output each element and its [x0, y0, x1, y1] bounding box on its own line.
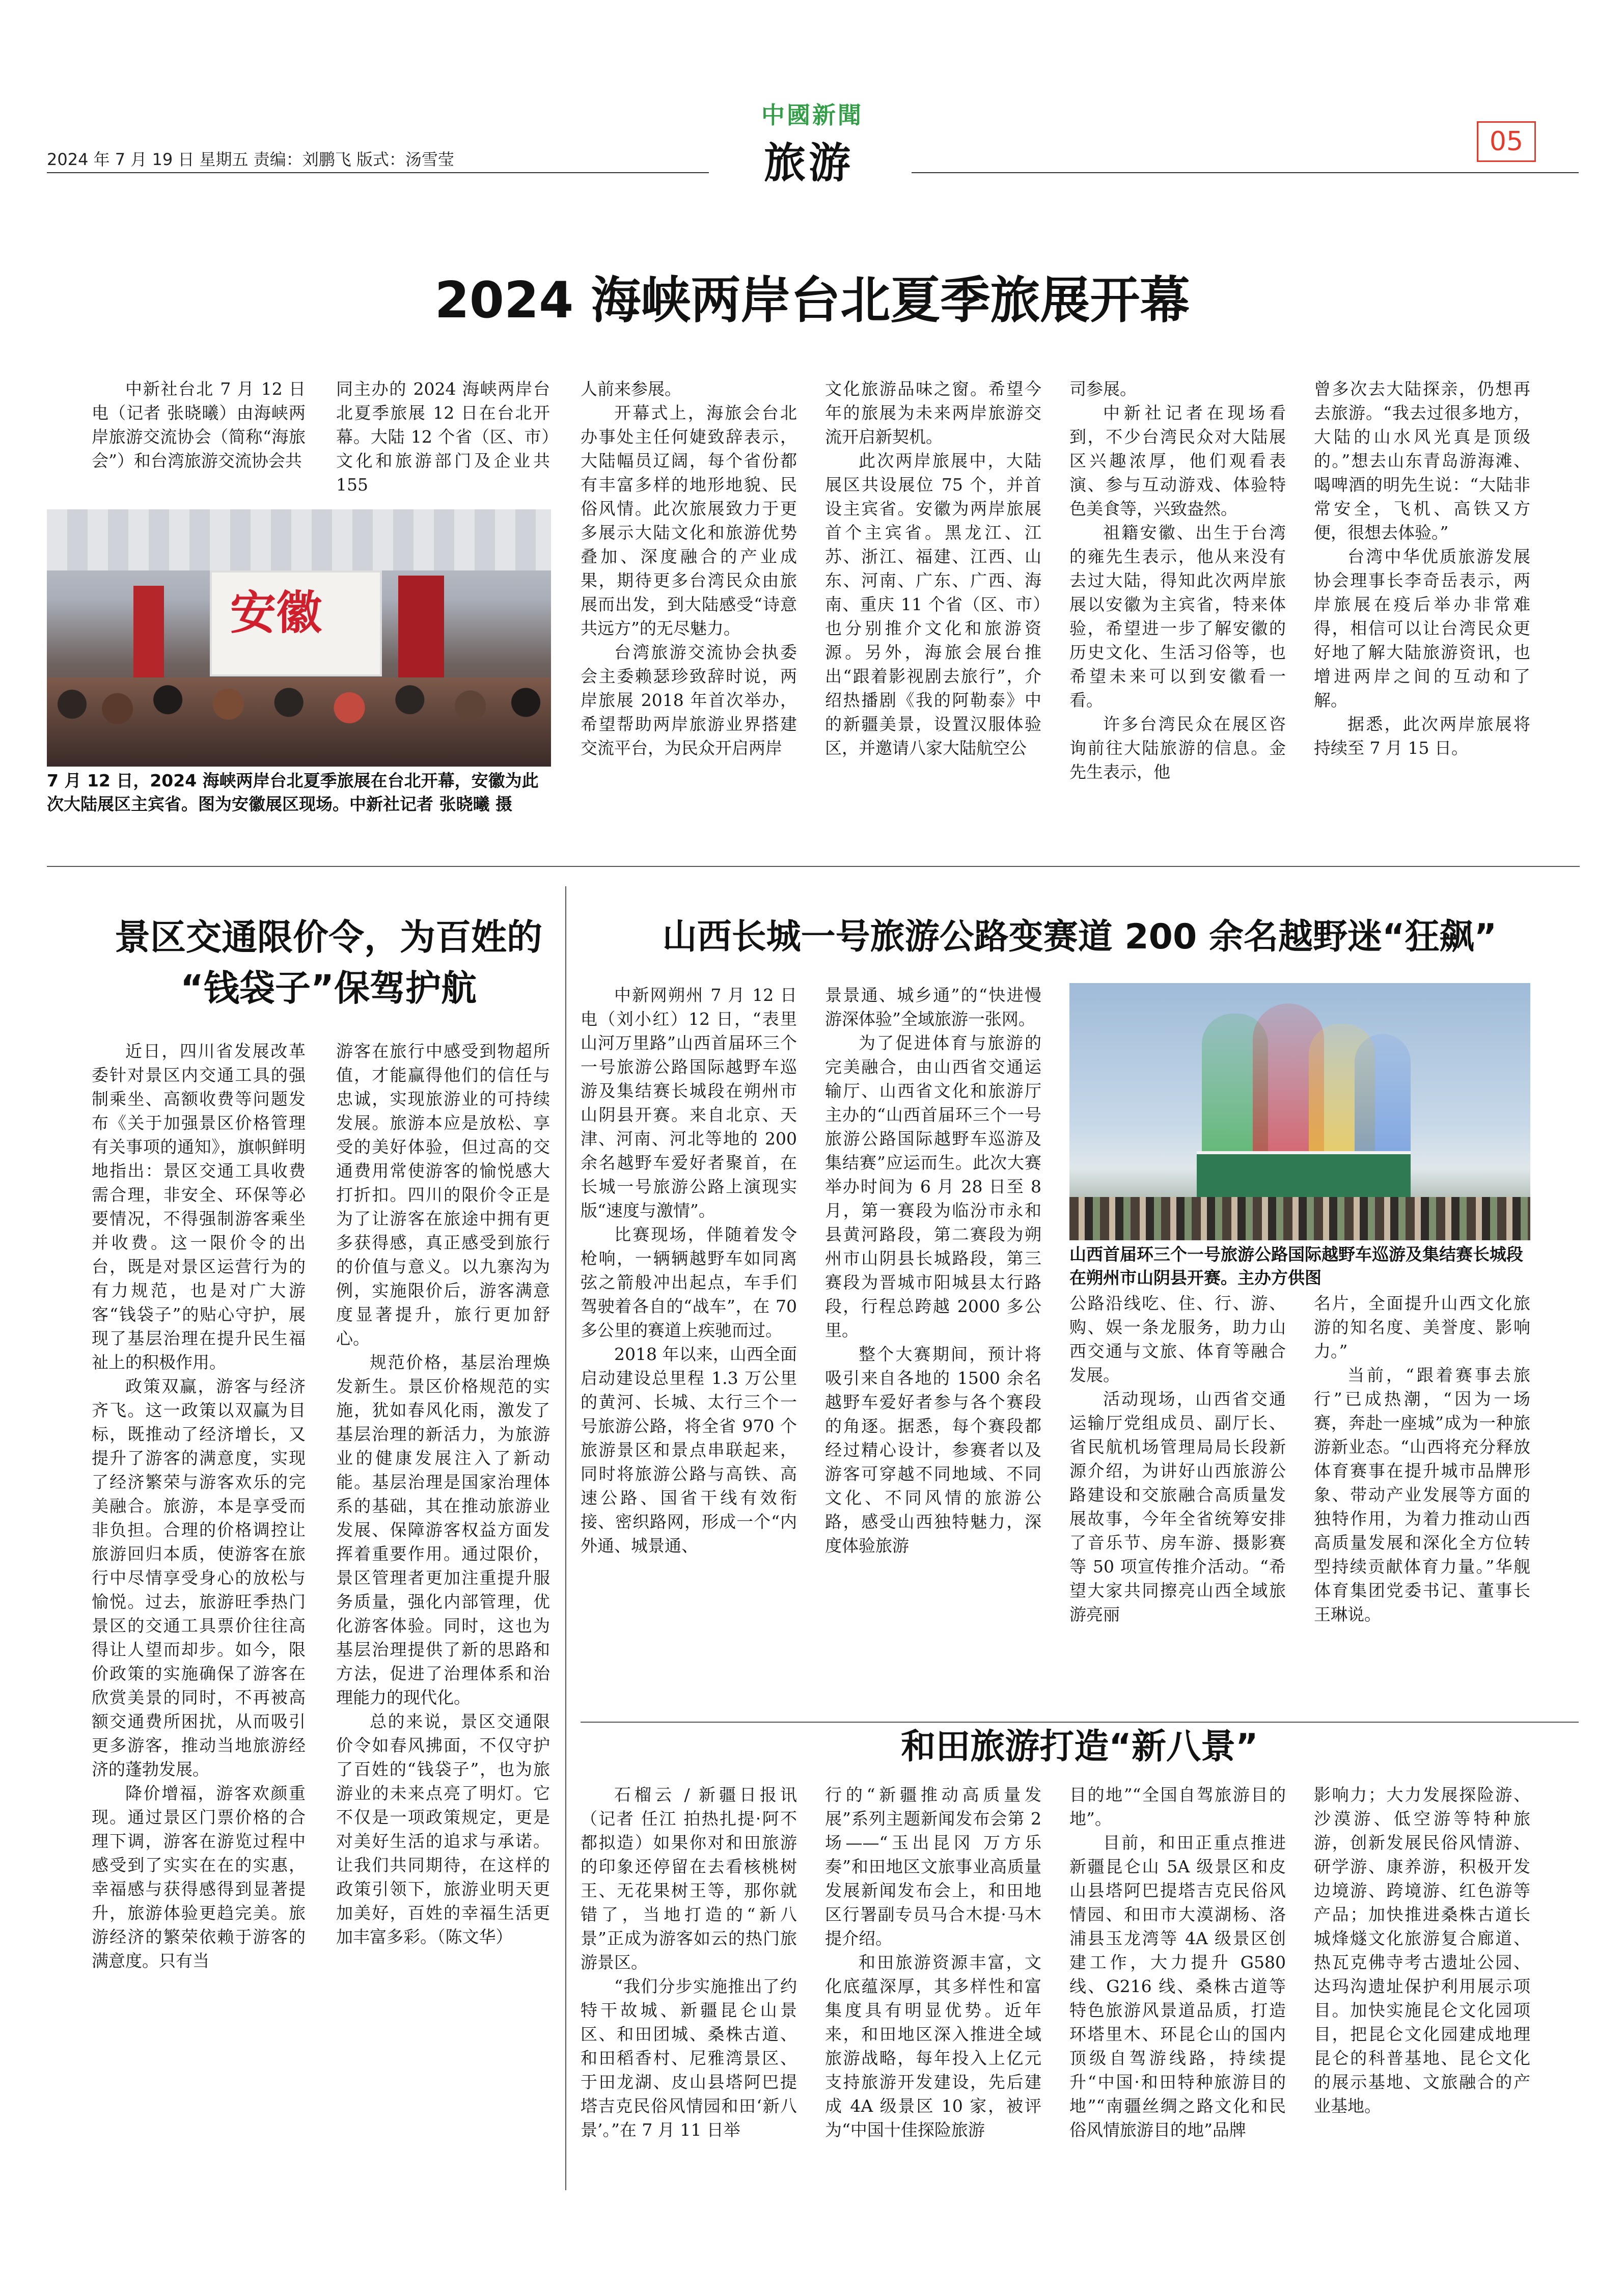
- article2-col2: 游客在旅行中感受到物超所值，才能赢得他们的信任与忠诚，实现旅游业的可持续发展。旅游本应是放松、享受的美好体验，但过高的交通费用常使游客的愉悦感大打折扣。四川的限价令正是为了让游客在旅途中拥有更多获得感，真正感受到旅行的价值与意义。以九寨沟为例，实施限价后，游客满意度显著提升，旅行更加舒心。 规范价格，基层治理焕发新生。景区价格规范的实施，犹如春风化雨，激发了基层治理的新活力，为旅游业的健康发展注入了新动能。基层治理是国家治理体系的基础，其在推动旅游业发展、保障游客权益方面发挥着重要作用。通过限价，景区管理者更加注重提升服务质量，强化内部管理，优化游客体验。同时，这也为基层治理提供了新的思路和方法，促进了治理体系和治理能力的现代化。 总的来说，景区交通限价令如春风拂面，不仅守护了百姓的“钱袋子”，也为旅游业的未来点亮了明灯。它不仅是一项政策规定，更是对美好生活的追求与承诺。让我们共同期待，在这样的政策引领下，旅游业明天更加美好，百姓的幸福生活更加丰富多彩。（陈文华）: [336, 1041, 550, 1947]
- section-divider-lower: [581, 1722, 1579, 1723]
- article1-col4: 文化旅游品味之窗。希望今年的旅展为未来两岸旅游交流开启新契机。 此次两岸旅展中，大陆展区共设展位 75 个，并首设主宾省。安徽为两岸旅展首个主宾省。黑龙江、江苏、浙江、福建、江西、山东、河南、广东、广西、海南、重庆 11 个省（区、市）也分别推介文化和旅游资源。另外，海旅会展台推出“跟着影视剧去旅行”，介绍热播剧《我的阿勒泰》中的新疆美景，设置汉服体验区，并邀请八家大陆航空公: [825, 379, 1041, 758]
- article1-photo: [47, 509, 551, 767]
- column-divider-vertical: [565, 886, 566, 2190]
- article4-col2: 行的“新疆推动高质量发展”系列主题新闻发布会第 2 场——“玉出昆冈 万方乐奏”和田地区文旅事业高质量发展新闻发布会上，和田地区行署副专员马合木提·马木提介绍。 和田旅游资源丰富，文化底蕴深厚，其多样性和富集度具有明显优势。近年来，和田地区深入推进全域旅游战略，每年投入上亿元支持旅游开发建设，先后建成 4A 级景区 10 家，被评为“中国十佳探险旅游: [825, 1785, 1041, 2140]
- article3-headline: 山西长城一号旅游公路变赛道 200 余名越野迷“狂飙”: [662, 917, 1497, 957]
- masthead-logo: 中國新聞: [761, 101, 863, 129]
- masthead-dateline: 2024 年 7 月 19 日 星期五 责编：刘鹏飞 版式：汤雪莹: [47, 150, 454, 169]
- article4-col4: 影响力；大力发展探险游、沙漠游、低空游等特种旅游，创新发展民俗风情游、研学游、康养游，积极开发边境游、跨境游、红色游等产品；加快推进桑株古道长城烽燧文化旅游复合廊道、热瓦克佛寺考古遗址公园、达玛沟遗址保护利用展示项目。加快实施昆仑文化园项目，把昆仑文化园建成地理昆仑的科普基地、昆仑文化的展示基地、文旅融合的产业基地。: [1314, 1785, 1530, 2116]
- article4-col3: 目的地”“全国自驾旅游目的地”。 目前，和田正重点推进新疆昆仑山 5A 级景区和皮山县塔阿巴提塔吉克民俗风情园、和田市大漠湖杨、洛浦县玉龙湾等 4A 级景区创建工作，大力提升 G580 线、G216 线、桑株古道等特色旅游风景道品质，打造环塔里木、环昆仑山的国内顶级自驾游线路，持续提升“中国·和田特种旅游目的地”“南疆丝绸之路文化和民俗风情旅游目的地”品牌: [1069, 1785, 1286, 2140]
- photo-booth-sign: 安徽: [230, 586, 322, 640]
- article3-photo: [1069, 983, 1530, 1240]
- article1-col3: 人前来参展。 开幕式上，海旅会台北办事处主任何婕致辞表示，大陆幅员辽阔，每个省份都有丰富多样的地形地貌、民俗风情。此次旅展致力于更多展示大陆文化和旅游优势叠加、深度融合的产业成果，期待更多台湾民众由旅展而出发，到大陆感受“诗意共远方”的无尽魅力。 台湾旅游交流协会执委会主委赖瑟珍致辞时说，两岸旅展 2018 年首次举办，希望帮助两岸旅游业界搭建交流平台，为民众开启两岸: [581, 379, 797, 758]
- photo-stage: [1197, 1151, 1411, 1200]
- article1-photo-caption: 7 月 12 日，2024 海峡两岸台北夏季旅展在台北开幕，安徽为此次大陆展区主宾省。图为安徽展区现场。中新社记者 张晓曦 摄: [47, 771, 539, 814]
- article1-col2: 同主办的 2024 海峡两岸台北夏季旅展 12 日在台北开幕。大陆 12 个省（区、市）文化和旅游部门及企业共 155: [336, 379, 550, 495]
- section-divider-top: [47, 866, 1580, 867]
- page-number-box: [1477, 121, 1536, 162]
- masthead-section-title: 旅游: [764, 139, 854, 187]
- article3-col4: 名片，全面提升山西文化旅游的知名度、美誉度、影响力。” 当前，“跟着赛事去旅行”已成热潮，“因为一场赛，奔赴一座城”成为一种旅游新业态。“山西将充分释放体育赛事在提升城市品牌形象、带动产业发展等方面的独特作用，为着力推动山西高质量发展和深化全方位转型持续贡献体育力量。”华舰体育集团党委书记、董事长王琳说。: [1314, 1293, 1530, 1624]
- article3-col1: 中新网朔州 7 月 12 日电（刘小红）12 日，“表里山河万里路”山西首届环三个一号旅游公路国际越野车巡游及集结赛长城段在朔州市山阴县开赛。来自北京、天津、河南、河北等地的 200 余名越野车爱好者聚首，在长城一号旅游公路上演现实版“速度与激情”。 比赛现场，伴随着发令枪响，一辆辆越野车如同离弦之箭般冲出起点，车手们驾驶着各自的“战车”，在 70 多公里的赛道上疾驰而过。 2018 年以来，山西全面启动建设总里程 1.3 万公里的黄河、长城、太行三个一号旅游公路，将全省 970 个旅游景区和景点串联起来，同时将旅游公路与高铁、高速公路、国省干线有效衔接、密织路网，形成一个“内外通、城景通、: [581, 985, 797, 1556]
- article2-col1: 近日，四川省发展改革委针对景区内交通工具的强制乘坐、高额收费等问题发布《关于加强景区价格管理有关事项的通知》，旗帜鲜明地指出：景区交通工具收费需合理，非安全、环保等必要情况，不得强制游客乘坐并收费。这一限价令的出台，既是对景区运营行为的有力规范，也是对广大游客“钱袋子”的贴心守护，展现了基层治理在提升民生福祉上的积极作用。 政策双赢，游客与经济齐飞。这一政策以双赢为目标，既推动了经济增长，又提升了游客的满意度，实现了经济繁荣与游客欢乐的完美融合。旅游，本是享受而非负担。合理的价格调控让旅游回归本质，使游客在旅行中尽情享受身心的放松与愉悦。过去，旅游旺季热门景区的交通工具票价往往高得让人望而却步。如今，限价政策的实施确保了游客在欣赏美景的同时，不再被高额交通费所困扰，从而吸引更多游客，推动当地旅游经济的蓬勃发展。 降价增福，游客欢颜重现。通过景区门票价格的合理下调，游客在游览过程中感受到了实实在在的实惠，幸福感与获得感得到显著提升，旅游体验更趋完美。旅游经济的繁荣依赖于游客的满意度。只有当: [92, 1041, 306, 1971]
- masthead-rule-right: [912, 172, 1579, 173]
- article3-photo-caption: 山西首届环三个一号旅游公路国际越野车巡游及集结赛长城段在朔州市山阴县开赛。主办方供图: [1069, 1244, 1523, 1288]
- article1-col5: 司参展。 中新社记者在现场看到，不少台湾民众对大陆展区兴趣浓厚，他们观看表演、参与互动游戏、体验特色美食等，兴致盎然。 祖籍安徽、出生于台湾的雍先生表示，他从来没有去过大陆，得知此次两岸旅展以安徽为主宾省，特来体验，希望进一步了解安徽的历史文化、生活习俗等，也希望未来可以到安徽看一看。 许多台湾民众在展区咨询前往大陆旅游的信息。金先生表示，他: [1069, 379, 1286, 782]
- photo-ceiling: [47, 509, 551, 570]
- article4-headline: 和田旅游打造“新八景”: [901, 1727, 1258, 1767]
- page-number: 05: [1489, 126, 1524, 157]
- article2-headline-line1: 景区交通限价令，为百姓的: [115, 916, 542, 958]
- photo-crowd: [1069, 1197, 1530, 1240]
- article1-headline: 2024 海峡两岸台北夏季旅展开幕: [434, 271, 1190, 330]
- article1-col6: 曾多次去大陆探亲，仍想再去旅游。“我去过很多地方，大陆的山水风光真是顶级的。”想去山东青岛游海滩、喝啤酒的明先生说：“大陆非常安全，飞机、高铁又方便，很想去体验。” 台湾中华优质旅游发展协会理事长李奇岳表示，两岸旅展在疫后举办非常难得，相信可以让台湾民众更好地了解大陆旅游资讯，也增进两岸之间的互动和了解。 据悉，此次两岸旅展将持续至 7 月 15 日。: [1314, 379, 1530, 758]
- article3-col3: 公路沿线吃、住、行、游、购、娱一条龙服务，助力山西交通与文旅、体育等融合发展。 活动现场，山西省交通运输厅党组成员、副厅长、省民航机场管理局局长段新源介绍，为讲好山西旅游公路建设和交旅融合高质量发展故事，今年全省统筹安排了音乐节、房车游、摄影赛等 50 项宣传推介活动。“希望大家共同擦亮山西全域旅游亮丽: [1069, 1293, 1286, 1624]
- article2-headline-line2: “钱袋子”保驾护航: [180, 967, 477, 1009]
- article4-col1: 石榴云 / 新疆日报讯（记者 任江 拍热扎提·阿不都拟造）如果你对和田旅游的印象还停留在去看核桃树王、无花果树王等，那你就错了，当地打造的“新八景”正成为游客如云的热门旅游景区。 “我们分步实施推出了约特干故城、新疆昆仑山景区、和田团城、桑株古道、和田稻香村、尼雅湾景区、于田龙湖、皮山县塔阿巴提塔吉克民俗风情园和田‘新八景’。”在 7 月 11 日举: [581, 1785, 797, 2140]
- photo-crowd: [47, 677, 551, 767]
- article3-col2: 景景通、城乡通”的“快进慢游深体验”全域旅游一张网。 为了促进体育与旅游的完美融合，由山西省交通运输厅、山西省文化和旅游厅主办的“山西首届环三个一号旅游公路国际越野车巡游及集结赛”应运而生。此次大赛举办时间为 6 月 28 日至 8 月，第一赛段为临汾市永和县黄河路段，第二赛段为朔州市山阴县长城路段，第三赛段为晋城市阳城县太行路段，行程总跨越 2000 多公里。 整个大赛期间，预计将吸引来自各地的 1500 余名越野车爱好者参与各个赛段的角逐。据悉，每个赛段都经过精心设计，参赛者以及游客可穿越不同地域、不同文化、不同风情的旅游公路，感受山西独特魅力，深度体验旅游: [825, 985, 1041, 1556]
- masthead-rule-left: [47, 172, 709, 173]
- article1-col1: 中新社台北 7 月 12 日电（记者 张晓曦）由海峡两岸旅游交流协会（简称“海旅会”）和台湾旅游交流协会共: [92, 379, 306, 471]
